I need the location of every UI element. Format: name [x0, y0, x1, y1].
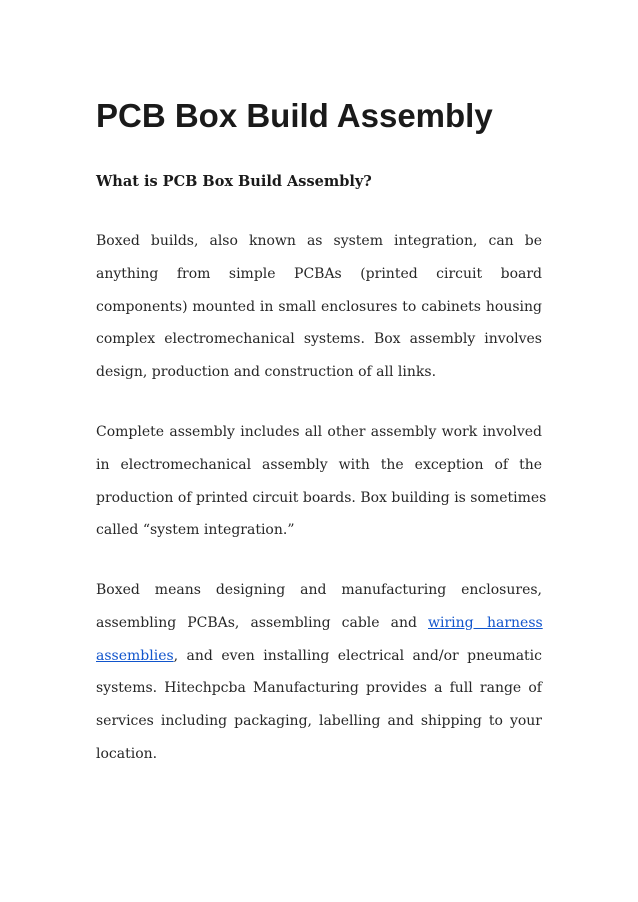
line-word: and [390, 614, 417, 631]
page-title: PCB Box Build Assembly [96, 97, 493, 134]
paragraph-line [96, 607, 542, 640]
paragraph-line: called “system integration.” [96, 522, 295, 539]
line-word: PCBAs, [187, 614, 240, 631]
paragraph-line: anything from simple PCBAs (printed circuit board [96, 265, 542, 282]
paragraph-boxed-means [96, 574, 542, 771]
paragraph-line: Boxed means designing and manufacturing enclosures, [96, 582, 542, 598]
section-heading: What is PCB Box Build Assembly? [96, 173, 372, 190]
paragraph-line [96, 640, 542, 673]
wiring-harness-link-continued[interactable]: assemblies [96, 647, 174, 664]
paragraph-line: Boxed builds, also known as system integration, can be [96, 233, 542, 249]
paragraph-line: location. [96, 745, 158, 762]
paragraph-line: Complete assembly includes all other assembly work involved [96, 424, 542, 440]
line-word: assembling [250, 614, 331, 631]
paragraph-complete-assembly [96, 416, 547, 547]
paragraph-line: production of printed circuit boards. Box building is sometimes [96, 489, 547, 506]
paragraph-line: components) mounted in small enclosures to cabinets housing [96, 298, 542, 315]
wiring-harness-link[interactable]: wiring harness [428, 614, 543, 631]
paragraph-line: services including packaging, labelling and shipping to your [96, 713, 542, 730]
line-word: assembling [96, 614, 177, 631]
paragraph-line: in electromechanical assembly with the exception of the [96, 456, 542, 473]
paragraph-line: complex electromechanical systems. Box assembly involves [96, 331, 542, 348]
paragraph-line: systems. Hitechpcba Manufacturing provides a full range of [96, 680, 542, 697]
line-word: cable [341, 614, 380, 631]
paragraph-line: design, production and construction of all links. [96, 364, 437, 381]
line-text: , and even installing electrical and/or pneumatic [173, 647, 542, 664]
paragraph-intro [96, 225, 542, 389]
